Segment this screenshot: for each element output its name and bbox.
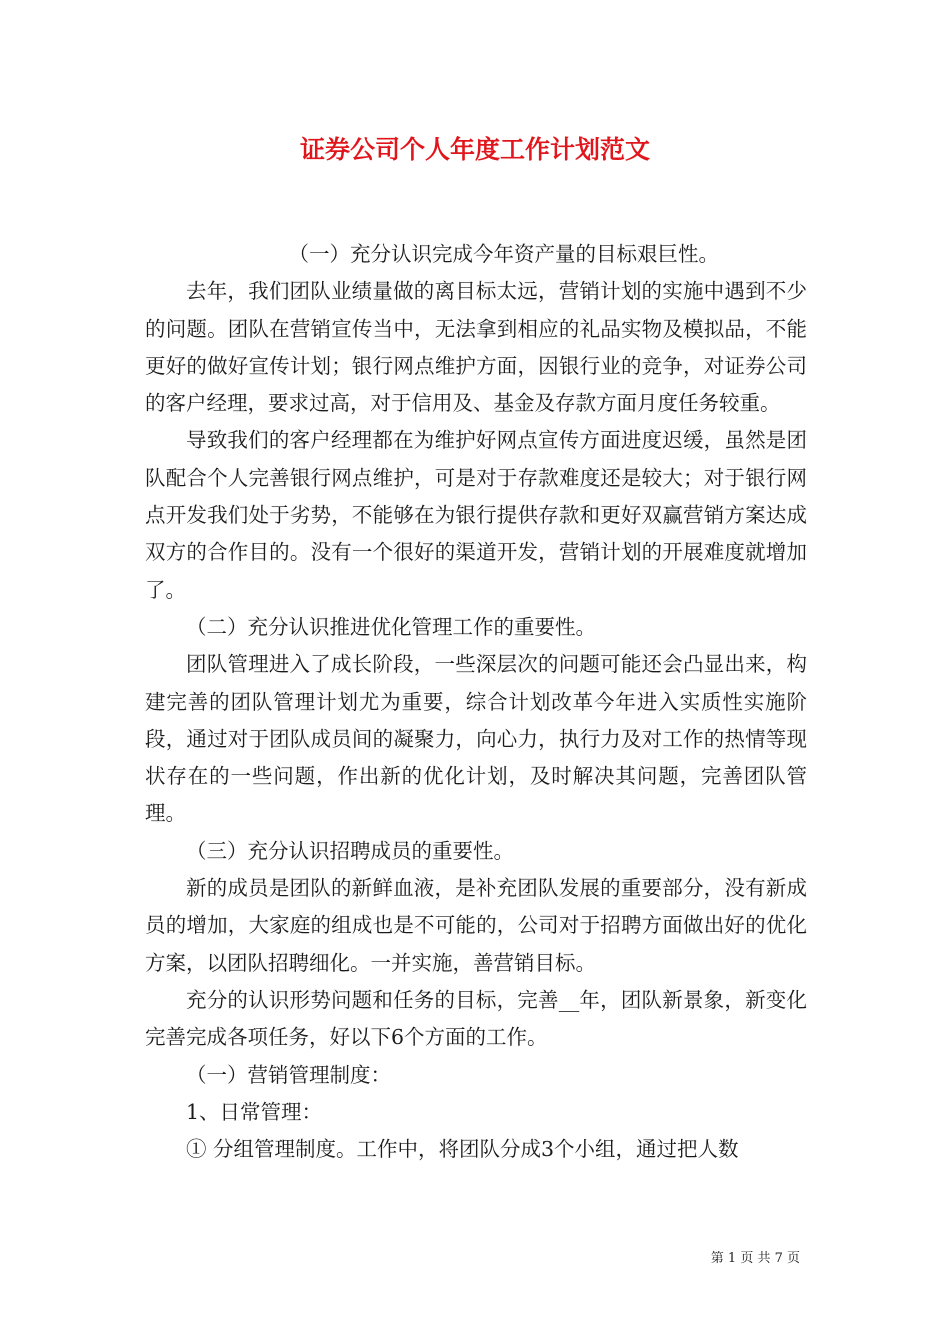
paragraph: 团队管理进入了成长阶段，一些深层次的问题可能还会凸显出来，构建完善的团队管理计划尤为重要，综合计划改革今年进入实质性实施阶段，通过对于团队成员间的凝聚力，向心力，执行力及对工作的热情等现状存在的一些问题，作出新的优化计划，及时解决其问题，完善团队管理。 [145,652,807,826]
paragraph: 新的成员是团队的新鲜血液，是补充团队发展的重要部分，没有新成员的增加，大家庭的组成也是不可能的，公司对于招聘方面做出好的优化方案，以团队招聘细化。一并实施，善营销目标。 [145,876,807,975]
paragraph: 去年，我们团队业绩量做的离目标太远，营销计划的实施中遇到不少的问题。团队在营销宣传当中，无法拿到相应的礼品实物及模拟品，不能更好的做好宣传计划；银行网点维护方面，因银行业的竞争，对证券公司的客户经理，要求过高，对于信用及、基金及存款方面月度任务较重。 [145,279,807,416]
paragraph-section-heading-2: （二）充分认识推进优化管理工作的重要性。 [186,614,596,639]
document-body [145,236,807,1168]
paragraph-subheading: （一）营销管理制度： [186,1062,391,1087]
paragraph-section-heading-3: （三）充分认识招聘成员的重要性。 [186,838,514,863]
page-number-footer: 第 1 页 共 7 页 [710,1251,800,1266]
paragraph: 充分的认识形势问题和任务的目标，完善__年，团队新景象，新变化完善完成各项任务，好以下6个方面的工作。 [145,987,807,1050]
paragraph-list-item: ① 分组管理制度。工作中，将团队分成3个小组，通过把人数 [186,1137,739,1162]
document-title: 证券公司个人年度工作计划范文 [299,135,650,164]
paragraph-list-heading: 1、日常管理： [186,1099,323,1124]
paragraph: 导致我们的客户经理都在为维护好网点宣传方面进度迟缓，虽然是团队配合个人完善银行网点维护，可是对于存款难度还是较大；对于银行网点开发我们处于劣势，不能够在为银行提供存款和更好双赢营销方案达成双方的合作目的。没有一个很好的渠道开发，营销计划的开展难度就增加了。 [145,428,807,602]
paragraph-section-heading-1: （一）充分认识完成今年资产量的目标艰巨性。 [288,242,719,266]
